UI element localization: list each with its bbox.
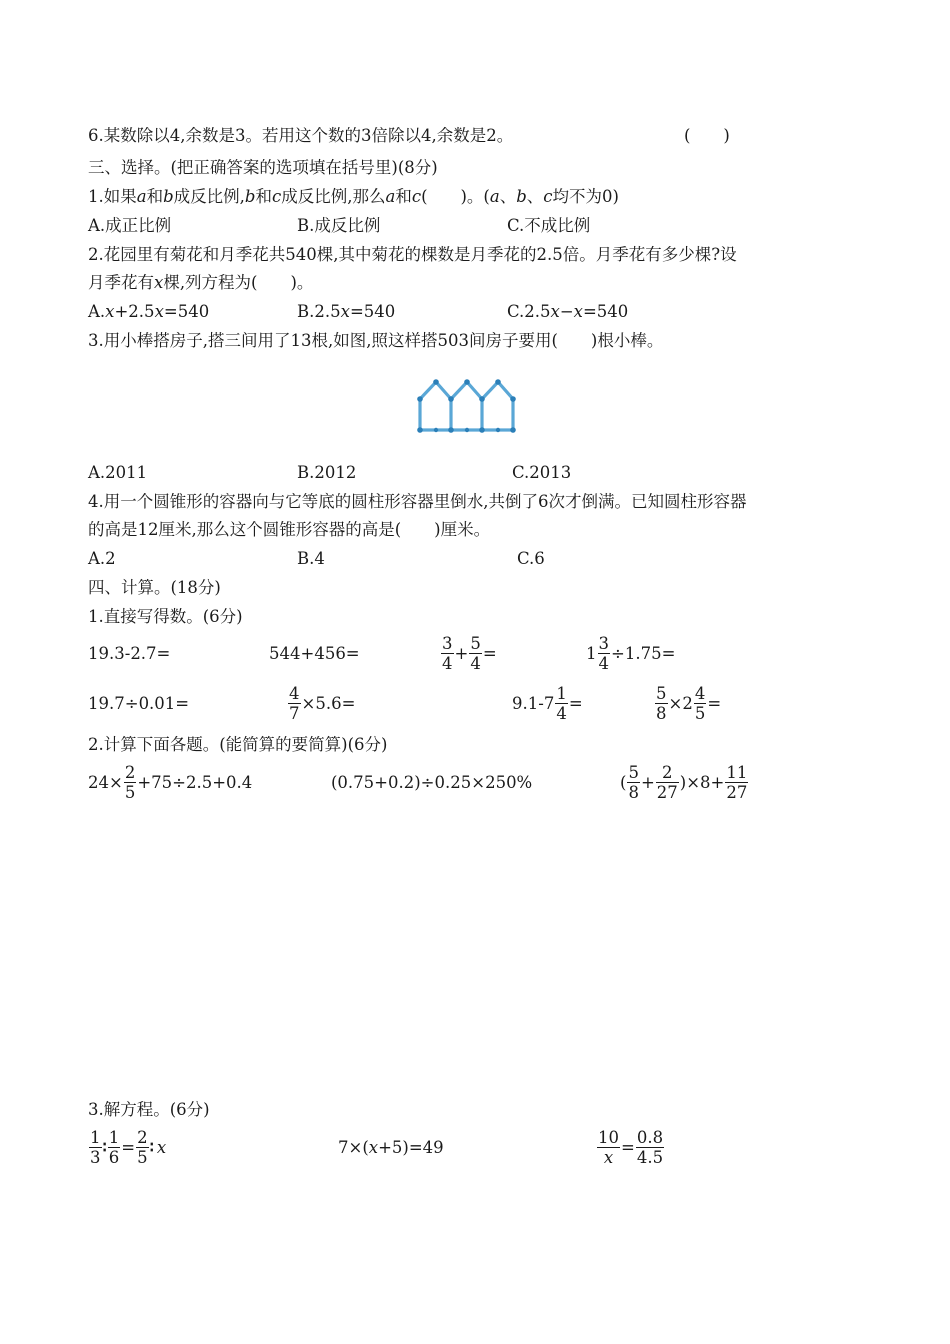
calc-expr-3: ( 5 8 + $\frac{2}{27}$ )×8+ $\frac{11}{27}$: [620, 762, 748, 802]
fraction: $\frac{11}{27}$: [726, 762, 748, 802]
calc-r1c1: 19.3-2.7=: [88, 643, 171, 663]
choice-q4-option-c[interactable]: C.6: [517, 549, 545, 568]
fraction: $\frac{2}{5}$: [124, 762, 136, 802]
section-choice-header: 三、选择。(把正确答案的选项填在括号里)(8分): [88, 158, 438, 177]
choice-q1-option-b[interactable]: B.成反比例: [297, 216, 381, 235]
calc-r2c1: 19.7÷0.01=: [88, 693, 190, 713]
choice-q4-option-b[interactable]: B.4: [297, 549, 325, 568]
fraction: $\frac{10}{x}$: [598, 1127, 619, 1167]
choice-q3-option-a[interactable]: A.2011: [88, 463, 148, 482]
fraction: $\frac{5}{8}$: [656, 683, 667, 723]
fraction: $\frac{2}{5}$: [137, 1127, 148, 1167]
choice-q2-option-a[interactable]: A.x+2.5x=540: [88, 302, 210, 321]
choice-q1-option-a[interactable]: A.成正比例: [88, 216, 172, 235]
choice-q1-option-c[interactable]: C.不成比例: [507, 216, 591, 235]
solve-eq-1: 1 3 ∶ $\frac{1}{6}$ = $\frac{2}{5}$ ∶ x: [90, 1127, 167, 1167]
calc-part3-title: 3.解方程。(6分): [88, 1100, 210, 1119]
fraction: $\frac{0.8}{4.5}$: [636, 1127, 664, 1167]
calc-part2-title: 2.计算下面各题。(能简算的要简算)(6分): [88, 735, 388, 754]
choice-q3-option-c[interactable]: C.2013: [512, 463, 572, 482]
answer-paren[interactable]: ( ): [684, 126, 730, 145]
calc-r1c4: 1 $\frac{3}{4}$ ÷1.75=: [586, 633, 676, 673]
calc-expr-2: (0.75+0.2)÷0.25×250%: [331, 772, 533, 792]
fraction: $\frac{1}{4}$: [556, 683, 567, 723]
calc-part1-title: 1.直接写得数。(6分): [88, 607, 243, 626]
stick-house-sticks: [420, 382, 513, 430]
calc-r2c4: $\frac{5}{8}$ ×2 $\frac{4}{5}$ =: [656, 683, 722, 723]
fraction: 3 4: [442, 633, 453, 673]
choice-q2-option-b[interactable]: B.2.5x=540: [297, 302, 396, 321]
choice-q4-line1: 4.用一个圆锥形的容器向与它等底的圆柱形容器里倒水,共倒了6次才倒满。已知圆柱形容器: [88, 492, 747, 511]
choice-q2-option-c[interactable]: C.2.5x−x=540: [507, 302, 629, 321]
calc-r1c2: 544+456=: [269, 643, 360, 663]
fraction: $\frac{1}{6}$: [108, 1127, 120, 1167]
choice-q3-stem: 3.用小棒搭房子,搭三间用了13根,如图,照这样搭503间房子要用( )根小棒。: [88, 331, 664, 350]
calc-r2c3: 9.1-7 $\frac{1}{4}$ =: [512, 683, 583, 723]
solve-eq-3: $\frac{10}{x}$ = $\frac{0.8}{4.5}$: [598, 1127, 664, 1167]
fraction: $\frac{4}{7}$: [289, 683, 300, 723]
fraction: 5 8: [628, 762, 639, 802]
fraction: $\frac{3}{4}$: [598, 633, 609, 673]
fraction: $\frac{5}{4}$: [470, 633, 481, 673]
judge-q6: 6.某数除以4,余数是3。若用这个数的3倍除以4,余数是2。: [88, 126, 514, 145]
fraction: $\frac{4}{5}$: [694, 683, 706, 723]
choice-q1-stem: 1.如果a和b成反比例,b和c成反比例,那么a和c( )。(a、b、c均不为0): [88, 187, 619, 206]
calc-r1c3: 3 4 + $\frac{5}{4}$ =: [442, 633, 497, 673]
calc-expr-1: 24× $\frac{2}{5}$ +75÷2.5+0.4: [88, 762, 253, 802]
fraction: 1 3: [90, 1127, 101, 1167]
choice-q2-line1: 2.花园里有菊花和月季花共540棵,其中菊花的棵数是月季花的2.5倍。月季花有多少棵?设: [88, 245, 737, 264]
choice-q4-option-a[interactable]: A.2: [88, 549, 116, 568]
choice-q3-option-b[interactable]: B.2012: [297, 463, 357, 482]
choice-q2-line2: 月季花有x棵,列方程为( )。: [88, 273, 314, 292]
stick-house-figure: [412, 376, 536, 436]
solve-eq-2: 7×( x +5)=49: [338, 1137, 444, 1157]
section-calc-header: 四、计算。(18分): [88, 578, 221, 597]
fraction: $\frac{2}{27}$: [656, 762, 678, 802]
calc-r2c2: $\frac{4}{7}$ ×5.6=: [289, 683, 356, 723]
choice-q4-line2: 的高是12厘米,那么这个圆锥形容器的高是( )厘米。: [88, 520, 491, 539]
